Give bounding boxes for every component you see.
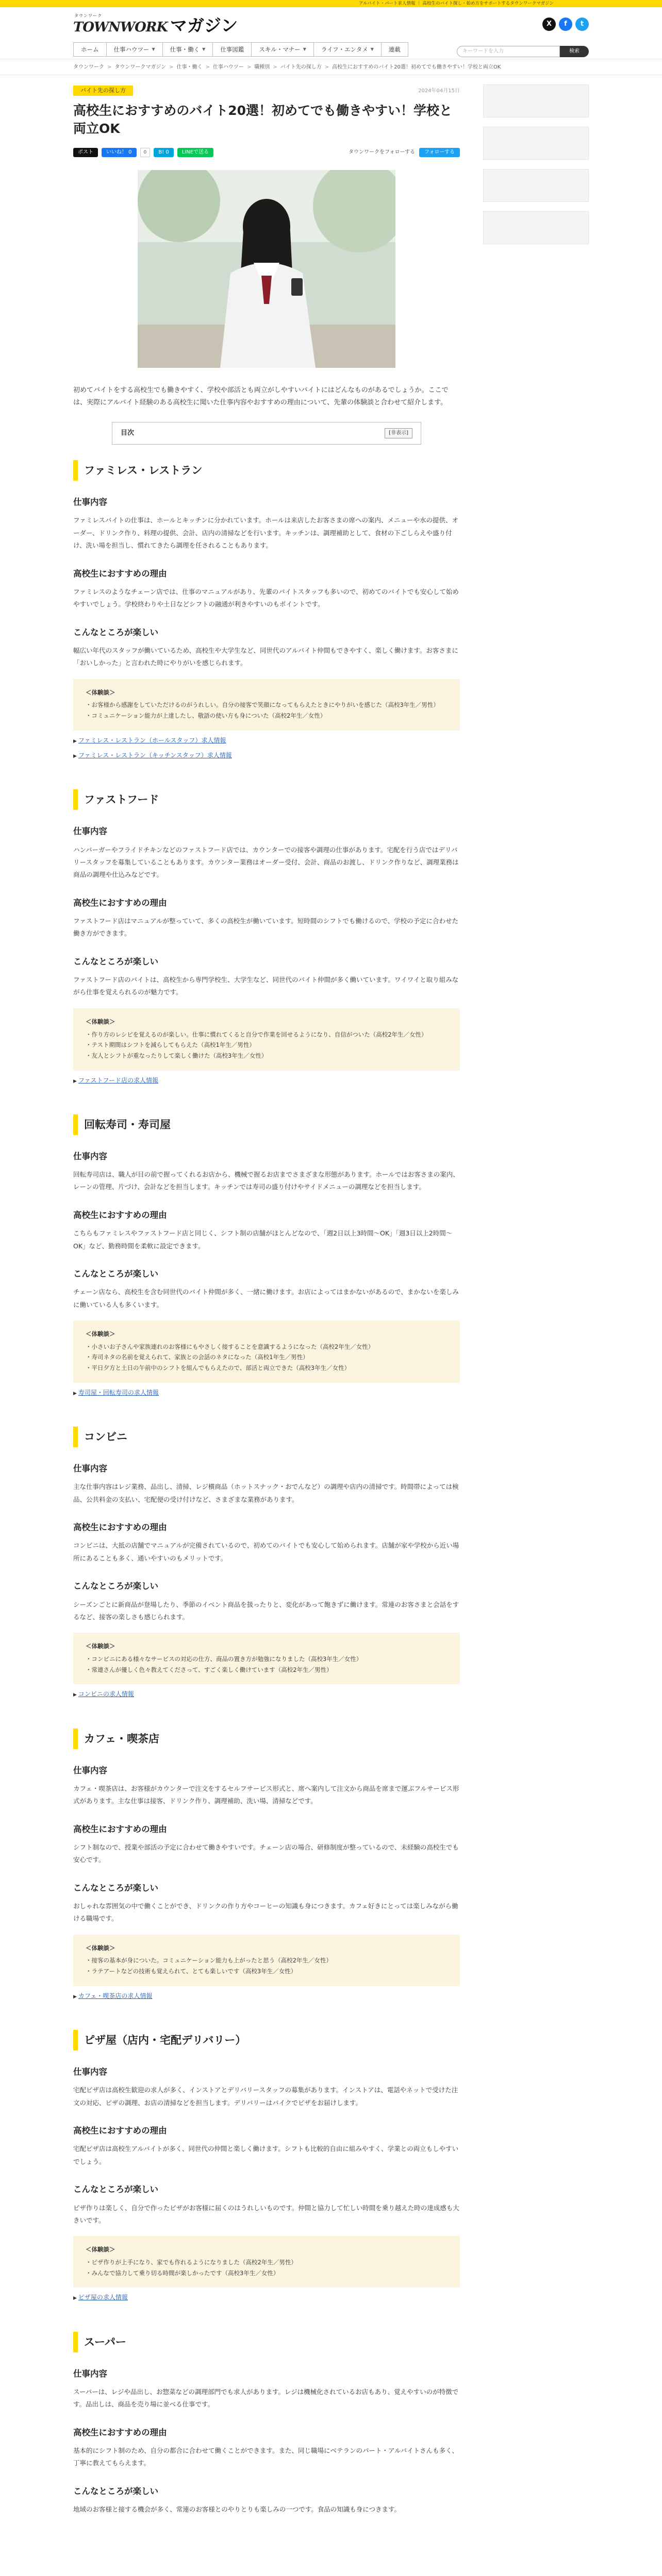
table-of-contents [112,422,421,445]
fun-heading: こんなところが楽しい [73,956,158,967]
top-banner: アルバイト・パート求人情報 ｜ 高校生のバイト探し・始め方をサポートするタウンワークマガジン [0,0,662,7]
testimonial-item: ・ 常連さんが優しく色々教えてくださって、すごく楽しく働けています（高校2年生／男性） [86,1665,448,1675]
section-heading: コンビニ [73,1427,460,1447]
testimonial-item: ・ テスト期間はシフトを減らしてもらえた（高校1年生／男性） [86,1040,448,1050]
section-heading: ファミレス・レストラン [73,460,460,481]
job-section [73,2332,460,2516]
section-heading: ファストフード [73,789,460,810]
article-intro: 初めてバイトをする高校生でも働きやすく、学校や部活とも両立がしやすいバイトにはどんなものがあるでしょうか。ここでは、実際にアルバイト経験のある高校生に聞いた仕事内容やおすすめの理由について、先輩の体験談と合わせて紹介します。 [73,386,449,407]
fun-text: 地域のお客様と接する機会が多く、常連のお客様とのやりとりも楽しみの一つです。食品の知識も身につきます。 [73,2505,401,2514]
post-button[interactable]: ポスト [73,148,98,157]
follow-button[interactable]: フォローする [419,148,460,157]
article [73,75,460,2545]
page-title: 高校生におすすめのバイト20選！初めてでも働きやすい！学校と両立OK [73,103,453,137]
testimonial-list [86,1955,448,1976]
testimonial-item: ・ 接客の基本が身についた。コミュニケーション能力も上がったと思う（高校2年生／女性） [86,1955,448,1966]
share-bar [73,146,460,159]
fun-heading: こんなところが楽しい [73,2184,158,2195]
nav-item[interactable] [212,42,251,57]
x-icon[interactable]: X [542,18,556,31]
search-button[interactable]: 検索 [560,46,589,57]
job-description: 宅配ピザ店は高校生歓迎の求人が多く、インストアとデリバリースタッフの募集があります。インストアは、電話やネットで受けた注文の対応、ピザの調理、お店の清掃などを担当します。デリバリーはバイクでピザをお届けします。 [73,2086,458,2107]
section-heading: 回転寿司・寿司屋 [73,1114,460,1135]
reason-text: こちらもファミレスやファストフード店と同じく、シフト制の店舗がほとんどなので、「週2日以上3時間〜OK」「週3日以上2時間〜OK」など、勤務時間を柔軟に設定できます。 [73,1229,453,1250]
article-date: 2024年04月15日 [418,88,460,94]
nav-item-label: スキル・マナー [259,46,301,53]
nav-item-label: 仕事ハウツー [113,46,150,53]
breadcrumb-item[interactable]: タウンワークマガジン [114,64,167,70]
breadcrumb-item[interactable]: 仕事ハウツー [212,64,244,70]
facebook-icon[interactable]: f [559,18,572,31]
nav-item-label: ライフ・エンタメ [321,46,368,53]
job-section [73,460,460,760]
testimonial-heading: ＜体験談＞ [86,1642,115,1650]
testimonial-heading: ＜体験談＞ [86,1018,115,1025]
job-description: 回転寿司店は、職人が目の前で握ってくれるお店から、機械で握るお店までさまざまな形態があります。ホールではお客さまの案内、レーンの管理、片づけ、会計などを担当します。キッチンでは寿司の盛り付けやサイドメニューの調理などを担当します。 [73,1171,459,1191]
main-nav [73,42,408,57]
job-section [73,2030,460,2303]
testimonial-item: ・ 平日夕方と土日の午前中のシフトを組んでもらえたので、部活と両立できた（高校3年生／女性） [86,1363,448,1374]
testimonial-list [86,2257,448,2278]
fun-text: ファストフード店のバイトは、高校生から専門学校生、大学生など、同世代のバイト仲間が多く働いています。ワイワイと取り組みながら仕事を覚えられるのが魅力です。 [73,976,459,996]
nav-item-label: ホーム [81,46,99,53]
breadcrumb-item[interactable]: タウンワーク [73,64,104,70]
testimonial-item: ・ お客様から感謝をしていただけるのがうれしい。自分の接客で笑顔になってもらえたときにやりがいを感じた（高校3年生／男性） [86,700,448,710]
job-heading: 仕事内容 [73,826,107,837]
logo-sub: タウンワーク [74,13,102,18]
twitter-icon[interactable]: t [575,18,589,31]
breadcrumb-separator: > [273,64,277,70]
fun-heading: こんなところが楽しい [73,1581,158,1591]
reason-heading: 高校生におすすめの理由 [73,2427,167,2437]
testimonial-box [73,2236,460,2287]
reason-heading: 高校生におすすめの理由 [73,1210,167,1220]
testimonial-item: ・ コンビニにある様々なサービスの対応の仕方、商品の置き方が勉強になりました（高校3年生／女性） [86,1654,448,1665]
hatena-button[interactable]: B! 0 [154,148,173,157]
section-heading: カフェ・喫茶店 [73,1728,460,1749]
job-section [73,789,460,1086]
testimonial-heading: ＜体験談＞ [86,688,115,696]
fun-heading: こんなところが楽しい [73,627,158,637]
testimonial-heading: ＜体験談＞ [86,1330,115,1338]
job-listing-link[interactable]: ▶ ファミレス・レストラン（ホールスタッフ）求人情報 [73,736,460,745]
nav-item[interactable] [313,42,381,57]
testimonial-box [73,679,460,731]
reason-text: シフト制なので、授業や部活の予定に合わせて働きやすいです。チェーン店の場合、研修制度が整っているので、未経験の高校生でも安心です。 [73,1843,459,1864]
fun-text: おしゃれな雰囲気の中で働くことができ、ドリンクの作り方やコーヒーの知識も身につきます。カフェ好きにとっては楽しみながら働ける職場です。 [73,1902,458,1923]
breadcrumb-item: 高校生におすすめのバイト20選！初めてでも働きやすい！学校と両立OK [332,64,501,70]
reason-text: ファストフード店はマニュアルが整っていて、多くの高校生が働いています。短時間のシフトでも働けるので、学校の予定に合わせた働き方ができます。 [73,917,459,938]
job-listing-link[interactable]: ▶ ファミレス・レストラン（キッチンスタッフ）求人情報 [73,751,460,760]
reason-text: 宅配ピザ店は高校生アルバイトが多く、同世代の仲間と楽しく働けます。シフトも比較的自由に組みやすく、学業との両立もしやすいでしょう。 [73,2145,459,2165]
chevron-down-icon: ▼ [152,47,155,52]
testimonial-item: ・ 寿司ネタの名前を覚えられて、家族との会話のネタになった（高校1年生／男性） [86,1352,448,1363]
toc-title: 目次 [121,429,135,437]
site-logo[interactable] [73,14,238,34]
nav-item[interactable] [106,42,162,57]
testimonial-box [73,1935,460,1986]
testimonial-list [86,1342,448,1374]
testimonial-list [86,1029,448,1061]
fun-heading: こんなところが楽しい [73,2486,158,2496]
breadcrumb-separator: > [169,64,174,70]
job-listing-link[interactable]: ▶ カフェ・喫茶店の求人情報 [73,1991,460,2001]
testimonial-list [86,1654,448,1675]
job-description: ハンバーガーやフライドチキンなどのファストフード店では、カウンターでの接客や調理の仕事があります。宅配を行う店ではデリバリースタッフを募集していることもあります。カウンター業務はオーダー受付、会計、商品のお渡し、ドリンク作りなど、調理業務は商品の調理や仕込みなどです。 [73,845,459,879]
testimonial-item: ・ ラテアートなどの技術も覚えられて、とても楽しいです（高校3年生／女性） [86,1966,448,1977]
logo-townwork: TOWNWORK [73,20,168,35]
reason-heading: 高校生におすすめの理由 [73,897,167,908]
chevron-down-icon: ▼ [370,47,374,52]
follow-text: タウンワークをフォローする [349,149,415,156]
testimonial-item: ・ 小さいお子さんや家族連れのお客様にもやさしく接することを意識するようになった（高校2年生／女性） [86,1342,448,1352]
job-listing-link[interactable]: ▶ ピザ屋の求人情報 [73,2293,460,2302]
breadcrumb [0,59,662,75]
section-heading: スーパー [73,2332,460,2352]
job-listing-link[interactable]: ▶ コンビニの求人情報 [73,1689,460,1699]
reason-text: ファミレスのようなチェーン店では、仕事のマニュアルがあり、先輩のバイトスタッフも多いので、初めてのバイトでも安心して始めやすいでしょう。学校終わりや土日などシフトの融通が利きやすいのもポイントです。 [73,587,459,608]
nav-item[interactable] [251,42,313,57]
job-section [73,1114,460,1398]
testimonial-item: ・ みんなで協力して乗り切る時間が楽しかったです（高校3年生／女性） [86,2268,448,2279]
reason-heading: 高校生におすすめの理由 [73,568,167,579]
breadcrumb-separator: > [107,64,112,70]
job-heading: 仕事内容 [73,2067,107,2077]
job-heading: 仕事内容 [73,1151,107,1161]
fun-text: シーズンごとに新商品が登場したり、季節のイベント商品を扱ったりと、変化があって飽きずに働けます。常連のお客さまと会話をするなど、接客の楽しさも感じられます。 [73,1600,459,1621]
share-count: 0 [140,148,151,157]
testimonial-item: ・ 作り方のレシピを覚えるのが楽しい。仕事に慣れてくると自分で作業を回せるようになり、自信がついた（高校2年生／女性） [86,1029,448,1040]
search-box [457,46,589,57]
testimonial-item: ・ ピザ作りが上手になり、家でも作れるようになりました（高校2年生／男性） [86,2257,448,2268]
chevron-down-icon: ▼ [303,47,306,52]
job-description: ファミレスバイトの仕事は、ホールとキッチンに分かれています。ホールは来店したお客さまの席への案内、メニューや水の提供、オーダー、ドリンク作り、料理の提供、会計、店内の清掃などを行います。キッチンは、調理補助として、食材の下ごしらえや盛り付け、洗い場を担当し、慣れてきたら調理を任されることもあります。 [73,516,459,550]
breadcrumb-item[interactable]: バイト先の探し方 [280,64,322,70]
breadcrumb-separator: > [324,64,329,70]
testimonial-heading: ＜体験談＞ [86,2246,115,2253]
testimonial-list [86,700,448,721]
testimonial-heading: ＜体験談＞ [86,1944,115,1952]
job-description: カフェ・喫茶店は、お客様がカウンターで注文をするセルフサービス形式と、席へ案内して注文から商品を席まで運ぶフルサービス形式があります。主な仕事は接客、ドリンク作り、調理補助、洗い場、清掃などです。 [73,1784,459,1805]
nav-item-label: 連載 [388,46,401,53]
section-heading: ピザ屋（店内・宅配デリバリー） [73,2030,460,2050]
fun-text: 幅広い年代のスタッフが働いているため、高校生や大学生など、同世代のアルバイト仲間もできやすく、楽しく働けます。お客さまに「おいしかった」と言われた時にやりがいを感じられます。 [73,646,458,667]
breadcrumb-item[interactable]: 職種別 [254,64,270,70]
reason-text: コンビニは、大抵の店舗でマニュアルが完備されているので、初めてのバイトでも安心して始められます。店舗が家や学校から近い場所にあることも多く、通いやすいのもメリットです。 [73,1541,459,1562]
breadcrumb-separator: > [205,64,210,70]
breadcrumb-separator: > [246,64,252,70]
reason-heading: 高校生におすすめの理由 [73,1522,167,1533]
job-heading: 仕事内容 [73,497,107,507]
site-header [73,7,589,59]
testimonial-item: ・ コミュニケーション能力が上達したし、敬語の使い方も身についた（高校2年生／女性） [86,710,448,721]
job-heading: 仕事内容 [73,2368,107,2379]
category-badge[interactable]: バイト先の探し方 [73,86,133,96]
toc-toggle[interactable]: [非表示] [385,428,412,438]
sidebar-banner[interactable] [483,127,589,160]
hero-image [138,170,395,368]
nav-item[interactable] [73,42,106,57]
job-listing-link[interactable]: ▶ ファストフード店の求人情報 [73,1076,460,1086]
job-description: 主な仕事内容はレジ業務、品出し、清掃、レジ横商品（ホットスナック・おでんなど）の調理や店内の清掃です。時間帯によっては検品、公共料金の支払い、宅配便の受け付けなど、さまざまな業務があります。 [73,1483,459,1503]
chevron-down-icon: ▼ [202,47,206,52]
logo-magazine: マガジン [170,15,238,36]
job-heading: 仕事内容 [73,1765,107,1775]
job-section [73,1427,460,1700]
like-button[interactable]: いいね！ 0 [102,148,137,157]
sidebar-banner[interactable] [483,84,589,117]
fun-text: ピザ作りは楽しく、自分で作ったピザがお客様に届くのはうれしいものです。仲間と協力して忙しい時間を乗り越えた時の達成感も大きいです。 [73,2204,459,2224]
reason-text: 基本的にシフト制のため、自分の都合に合わせて働くことができます。また、同じ職場にベテランのパート・アルバイトさんも多く、丁寧に教えてもらえます。 [73,2447,458,2467]
sidebar-banner[interactable] [483,169,589,202]
fun-heading: こんなところが楽しい [73,1268,158,1279]
job-description: スーパーは、レジや品出し、お惣菜などの調理部門でも求人があります。レジは機械化されているお店もあり、覚えやすいのが特徴です。品出しは、商品を売り場に並べる仕事です。 [73,2387,459,2409]
reason-heading: 高校生におすすめの理由 [73,2126,167,2136]
nav-item-label: 仕事・働く [170,46,200,53]
testimonial-box [73,1320,460,1383]
sidebar [483,75,589,2545]
social-links [542,18,589,31]
line-button[interactable]: LINEで送る [177,148,213,157]
job-heading: 仕事内容 [73,1463,107,1473]
testimonial-box [73,1633,460,1684]
nav-item[interactable] [381,42,408,57]
fun-heading: こんなところが楽しい [73,1883,158,1893]
job-section [73,1728,460,2002]
job-listing-link[interactable]: ▶ 寿司屋・回転寿司の求人情報 [73,1388,460,1398]
testimonial-item: ・ 友人とシフトが重なったりして楽しく働けた（高校3年生／女性） [86,1050,448,1061]
testimonial-box [73,1008,460,1071]
reason-heading: 高校生におすすめの理由 [73,1824,167,1834]
sidebar-banner[interactable] [483,211,589,244]
breadcrumb-item[interactable]: 仕事・働く [176,64,203,70]
nav-item-label: 仕事図鑑 [220,46,244,53]
fun-text: チェーン店なら、高校生を含む同世代のバイト仲間が多く、一緒に働けます。お店によってはまかないがあるので、まかないを楽しみに働いている人も多くいます。 [73,1288,459,1309]
nav-item[interactable] [162,42,213,57]
search-input[interactable]: キーワードを入力 [457,46,560,57]
